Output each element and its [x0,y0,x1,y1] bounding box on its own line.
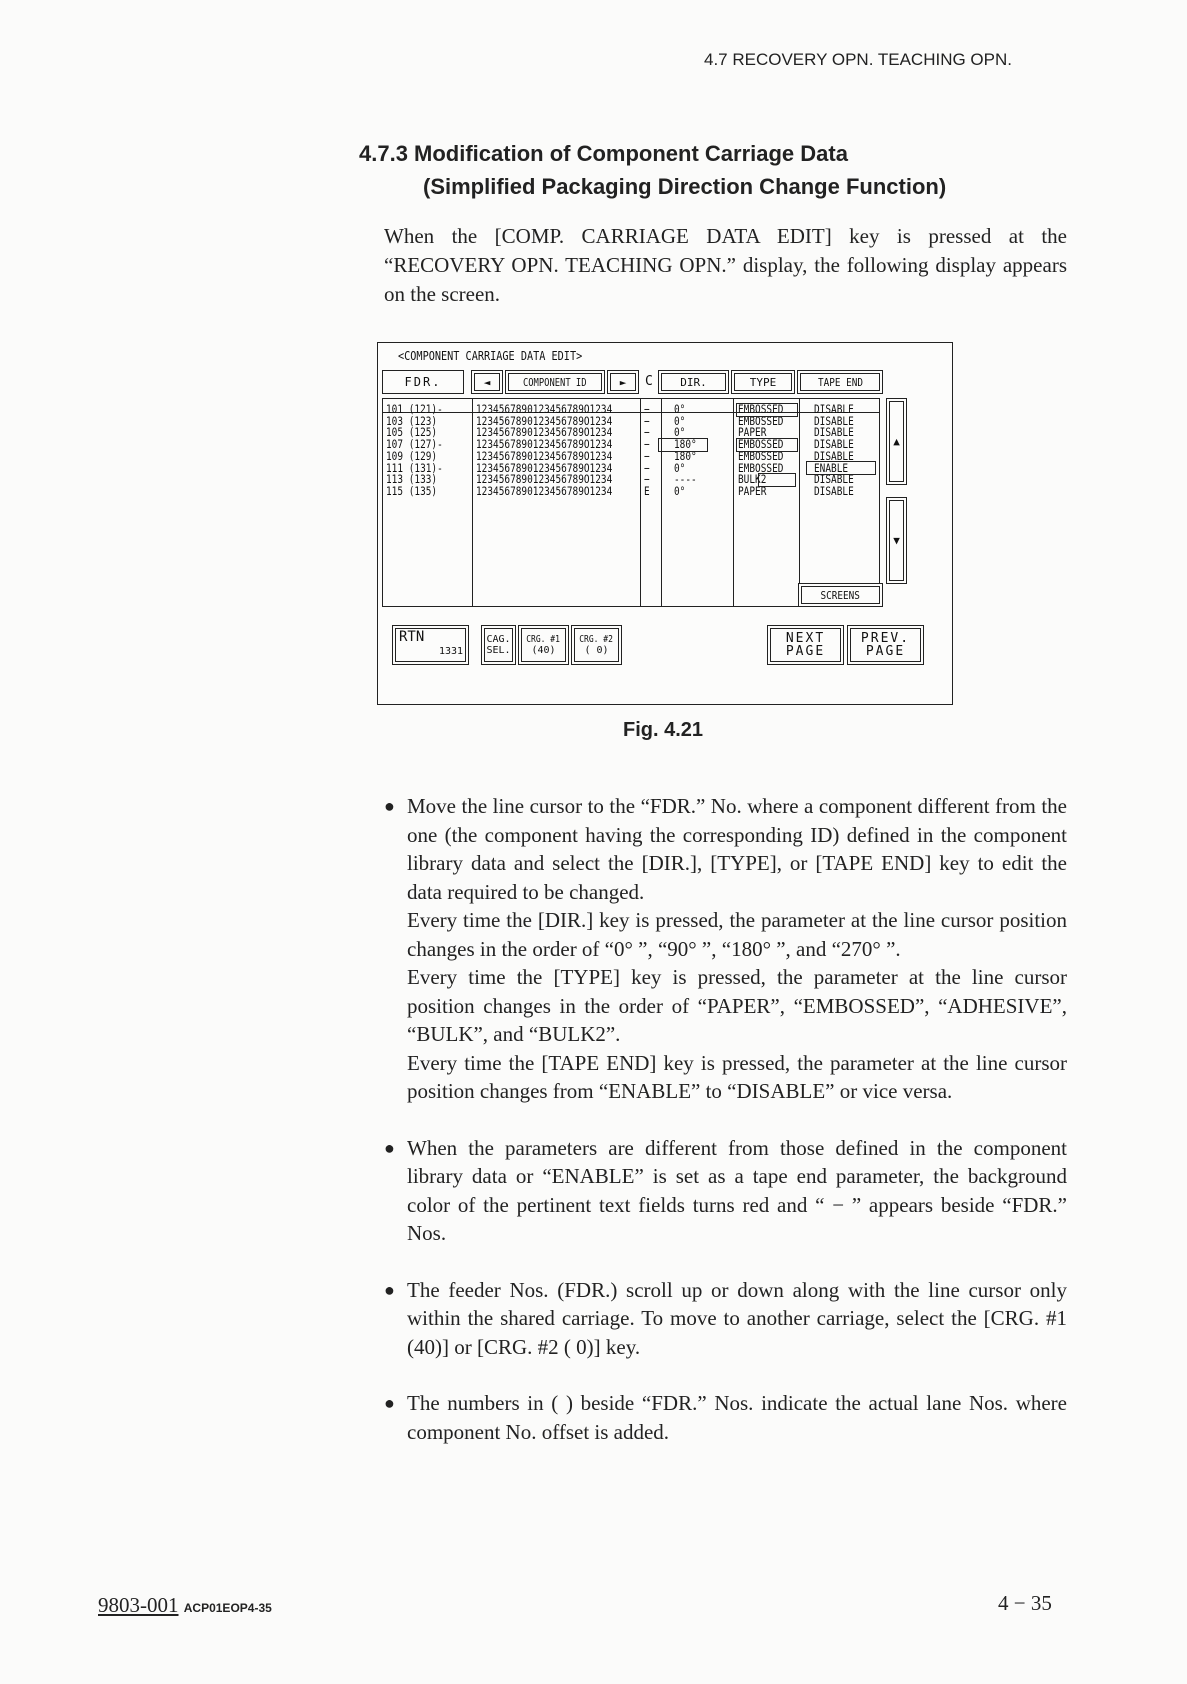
type-cell: EMBOSSED [738,402,784,416]
running-header: 4.7 RECOVERY OPN. TEACHING OPN. [704,50,1012,69]
fdr-cell: 107 (127)- [386,437,443,452]
c-cell: − [644,402,650,416]
crg2-line2: ( 0) [584,645,609,656]
c-column-label: C [645,374,653,389]
bullet-text: Every time the [TAPE END] key is pressed, the parameter at the line cursor position changes from “ENABLE” to “DISABLE” or vice versa. [407,1050,1067,1103]
grid-divider [733,398,734,607]
bullet-item [384,1276,1067,1362]
component-id-cell: 1234567890123456789O1234 [476,425,613,440]
c-cell: − [644,425,650,440]
prev-page-button[interactable] [847,625,924,665]
prev-page-line2: PAGE [865,644,906,659]
tape-end-cell: DISABLE [814,448,854,463]
type-cell: PAPER [738,425,767,440]
footer-document-code [98,1593,272,1618]
bullet-item [384,1389,1067,1446]
section-title [359,137,946,203]
component-id-button[interactable] [505,370,605,394]
type-cell: EMBOSSED [738,413,784,428]
fdr-cell: 111 (131)- [386,460,443,475]
section-title-line2: (Simplified Packaging Direction Change Function) [423,174,947,199]
dir-button[interactable]: DIR. [658,370,729,394]
line-cursor [382,412,879,413]
type-cell: BULK2 [738,472,767,487]
scroll-down-button[interactable]: ▼ [886,497,907,584]
next-page-line1: NEXT [785,631,826,646]
dir-cell: 0° [674,483,686,498]
bullet-text: The feeder Nos. (FDR.) scroll up or down along with the line cursor only within the shared carriage. To move to another carriage, select the [CRG. #1 (40)] or [CRG. #2 ( 0)] key. [407,1277,1067,1359]
page-number: 4 − 35 [998,1591,1052,1615]
bullet-list [384,792,1067,1446]
fdr-cell: 109 (129) [386,448,438,463]
tape-end-cell: DISABLE [814,402,854,416]
c-cell: − [644,413,650,428]
dir-cell: 180° [674,437,697,452]
screen-title: <COMPONENT CARRIAGE DATA EDIT> [398,349,583,363]
c-cell: − [644,460,650,475]
c-cell: − [644,437,650,452]
type-cell: EMBOSSED [738,437,784,452]
fdr-cell: 113 (133) [386,472,438,487]
tape-end-cell: DISABLE [814,472,854,487]
fdr-button[interactable]: FDR. [382,370,464,394]
screens-label [798,583,883,607]
crg2-button[interactable] [571,625,622,665]
grid-divider [472,398,473,607]
type-button[interactable]: TYPE [731,370,795,394]
cag-sel-line1: CAG. [486,634,511,645]
dir-cell: 0° [674,413,686,428]
rtn-button[interactable] [392,625,469,665]
rtn-label: RTN [399,629,425,645]
tape-end-cell: DISABLE [814,437,854,452]
grid-divider [799,398,800,607]
component-id-cell: 1234567890123456789O1234 [476,483,613,498]
screens-text: SCREENS [820,588,861,602]
footer-ref: ACP01EOP4-35 [183,1601,272,1615]
bullet-dot-icon: ● [384,1393,395,1413]
changed-field-highlight [658,438,708,452]
prev-arrow-button[interactable]: ◄ [471,370,503,394]
bullet-text: Every time the [DIR.] key is pressed, the parameter at the line cursor position changes in the order of “0° ”, “90° ”, “180° ”, and “270° ”. [407,908,1067,961]
bullet-text: The numbers in ( ) beside “FDR.” Nos. indicate the actual lane Nos. where component No. offset is added. [407,1391,1067,1444]
fdr-cell: 105 (125) [386,425,438,440]
dir-cell: 0° [674,460,686,475]
changed-field-highlight [736,438,798,452]
grid-divider [640,398,641,607]
intro-paragraph: When the [COMP. CARRIAGE DATA EDIT] key is pressed at the “RECOVERY OPN. TEACHING OPN.” display, the following display appears on the screen. [384,224,1067,306]
component-id-cell: 1234567890123456789O1234 [476,402,613,416]
footer-code: 9803-001 [98,1593,179,1617]
bullet-text: When the parameters are different from those defined in the component library data or “ENABLE” is set as a tape end parameter, the background color of the pertinent text fields turns red and “ − ” appears beside “FDR.” Nos. [407,1135,1067,1245]
cag-sel-line2: SEL. [486,645,511,656]
dir-cell: ---- [674,472,697,487]
tape-end-cell: ENABLE [814,460,849,475]
type-cell: PAPER [738,483,767,498]
component-id-cell: 1234567890123456789O1234 [476,460,613,475]
bullet-item [384,792,1067,1106]
tape-end-label: TAPE END [817,375,863,389]
crg2-line1: CRG. #2 [579,634,614,645]
type-cell: EMBOSSED [738,460,784,475]
next-page-line2: PAGE [785,644,826,659]
c-cell: − [644,472,650,487]
c-cell: − [644,448,650,463]
tape-end-cell: DISABLE [814,425,854,440]
bullet-dot-icon: ● [384,1279,395,1300]
crg1-line2: (40) [531,645,556,656]
dir-cell: 180° [674,448,697,463]
changed-field-highlight [736,403,798,417]
crg1-line1: CRG. #1 [526,634,561,645]
bullet-dot-icon: ● [384,796,395,816]
dir-cell: 0° [674,402,686,416]
tape-end-cell: DISABLE [814,483,854,498]
bullet-text: Move the line cursor to the “FDR.” No. where a component different from the one (the component having the corresponding ID) defined in the component library data and select the [DIR.], [TYPE], or [TAPE END] key to edit the data required to be changed. [407,794,1067,904]
scroll-up-button[interactable]: ▲ [886,398,907,485]
changed-field-highlight [806,461,876,475]
fdr-cell: 103 (123) [386,413,438,428]
prev-page-line1: PREV. [860,631,911,646]
bullet-dot-icon: ● [384,1137,395,1158]
component-id-cell: 1234567890123456789O1234 [476,472,613,487]
bullet-item [384,1134,1067,1248]
crg1-button[interactable] [518,625,569,665]
data-grid [382,398,880,607]
c-cell: E [644,483,650,498]
changed-field-highlight [758,473,796,487]
next-arrow-button[interactable]: ► [607,370,639,394]
component-id-cell: 1234567890123456789O1234 [476,448,613,463]
bullet-text: Every time the [TYPE] key is pressed, the parameter at the line cursor position changes in the order of “PAPER”, “EMBOSSED”, “ADHESIVE”, “BULK”, and “BULK2”. [407,965,1067,1046]
cag-sel-button[interactable] [481,625,516,665]
figure-caption: Fig. 4.21 [623,719,704,741]
fdr-cell: 115 (135) [386,483,438,498]
tape-end-button[interactable] [797,370,883,394]
component-id-cell: 1234567890123456789O1234 [476,437,613,452]
component-id-label: COMPONENT ID [523,375,587,389]
component-carriage-screen [377,342,953,705]
grid-divider [661,398,662,607]
component-id-cell: 1234567890123456789O1234 [476,413,613,428]
fdr-cell: 101 (121)- [386,402,443,416]
tape-end-cell: DISABLE [814,413,854,428]
dir-cell: 0° [674,425,686,440]
rtn-code: 1331 [439,646,464,657]
section-title-line1: 4.7.3 Modification of Component Carriage Data [359,141,848,166]
next-page-button[interactable] [767,625,844,665]
type-cell: EMBOSSED [738,448,784,463]
